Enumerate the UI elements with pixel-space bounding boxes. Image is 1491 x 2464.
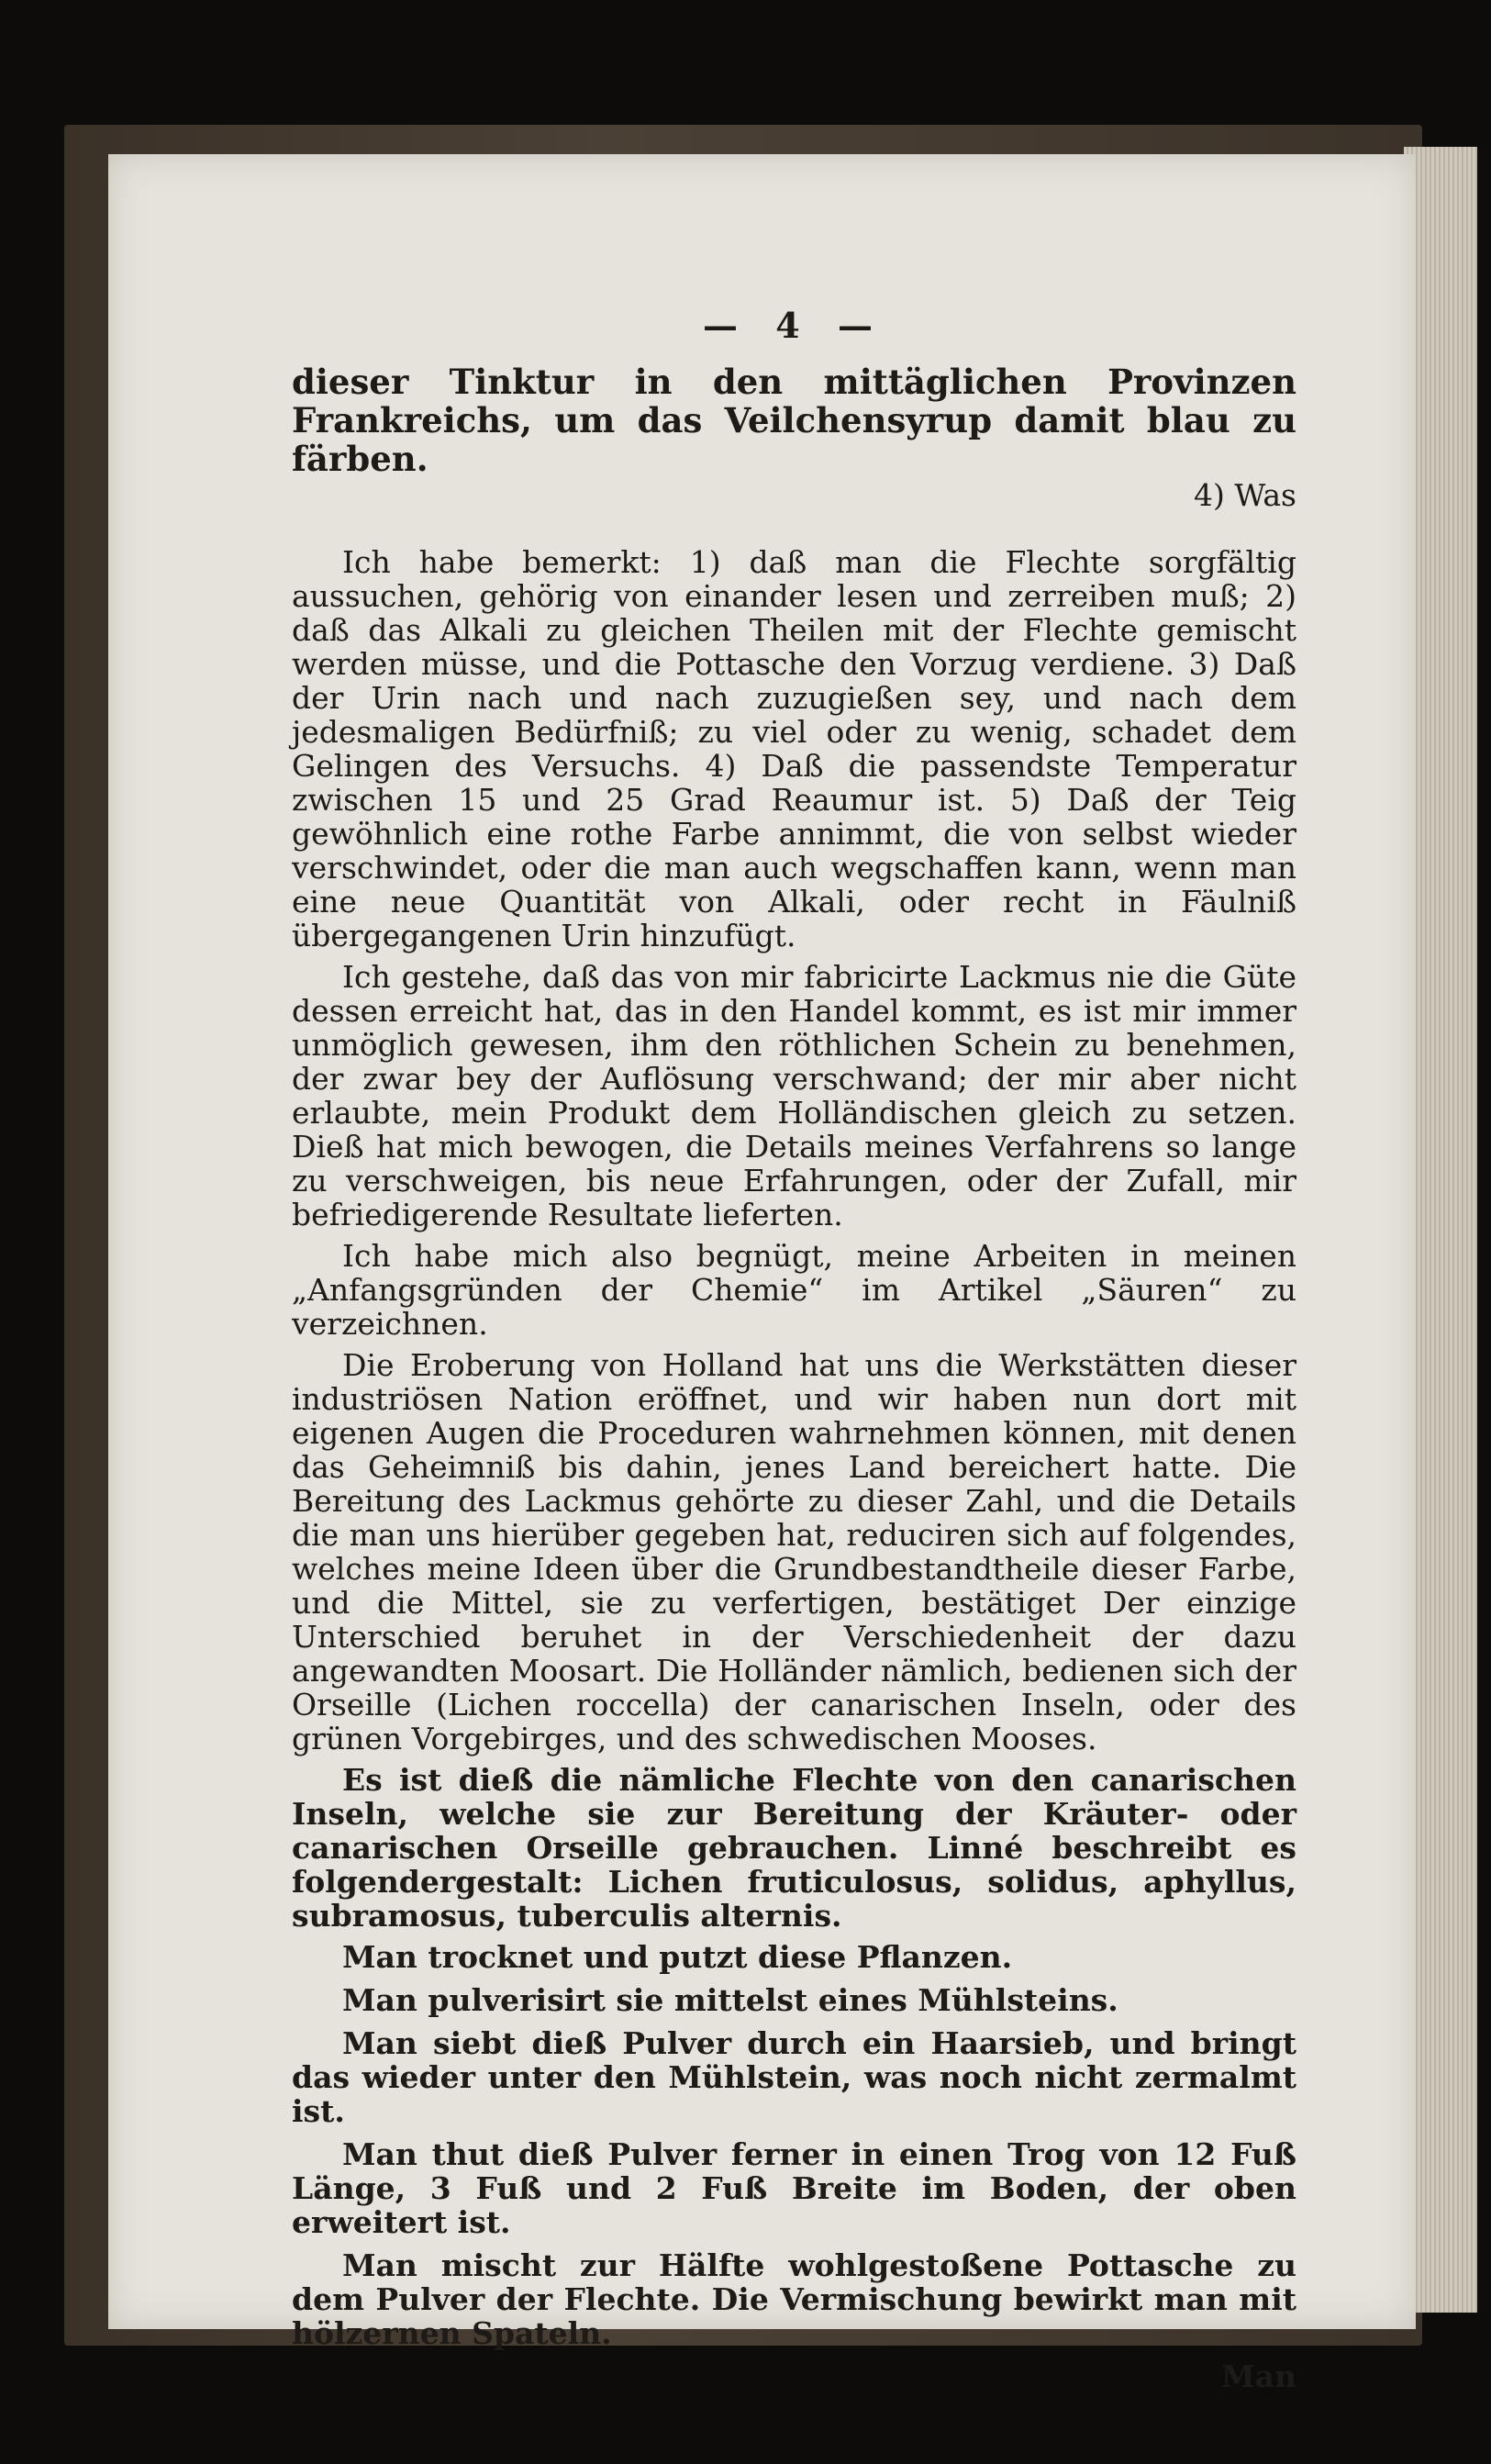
- paragraph: Die Eroberung von Holland hat uns die Werkstätten dieser industriösen Nation eröffnet, und wir haben nun dort mit eigenen Augen die Proceduren wahrnehmen können, mit denen das Geheimniß bis dahin, jenes Land bereichert hatte. Die Bereitung des Lackmus gehörte zu dieser Zahl, und die Details die man uns hierüber gegeben hat, reduciren sich auf folgendes, welches meine Ideen über die Grundbestandtheile dieser Farbe, und die Mittel, sie zu verfertigen, bestätiget Der einzige Unterschied beruhet in der Verschiedenheit der dazu angewandten Moosart. Die Holländer nämlich, bedienen sich der Orseille (Lichen roccella) der canarischen Inseln, oder des grünen Vorgebirges, und des schwedischen Mooses.: [292, 1347, 1296, 1756]
- catchword-bottom: Man: [1221, 2358, 1296, 2394]
- paragraph: Es ist dieß die nämliche Flechte von den canarischen Inseln, welche sie zur Bereitung der Kräuter- oder canarischen Orseille gebrauchen. Linné beschreibt es folgendergestalt: Lichen fruticulosus, solidus, aphyllus, subramosus, tuberculis alternis.: [292, 1762, 1296, 1934]
- lead-sentence: dieser Tinktur in den mittäglichen Provinzen Frankreichs, um das Veilchensyrup damit blau zu färben.: [292, 362, 1296, 479]
- paragraph: Ich habe mich also begnügt, meine Arbeiten in meinen „Anfangsgründen der Chemie“ im Artikel „Säuren“ zu verzeichnen.: [292, 1238, 1296, 1342]
- step-line: Man thut dieß Pulver ferner in einen Trog von 12 Fuß Länge, 3 Fuß und 2 Fuß Breite im Boden, der oben erweitert ist.: [292, 2136, 1296, 2240]
- paragraph: Ich habe bemerkt: 1) daß man die Flechte sorgfältig aussuchen, gehörig von einander lesen und zerreiben muß; 2) daß das Alkali zu gleichen Theilen mit der Flechte gemischt werden müsse, und die Pottasche den Vorzug verdiene. 3) Daß der Urin nach und nach zuzugießen sey, und nach dem jedesmaligen Bedürfniß; zu viel oder zu wenig, schadet dem Gelingen des Versuchs. 4) Daß die passendste Temperatur zwischen 15 und 25 Grad Reaumur ist. 5) Daß der Teig gewöhnlich eine rothe Farbe annimmt, die von selbst wieder verschwindet, oder die man auch wegschaffen kann, wenn man eine neue Quantität von Alkali, oder recht in Fäulniß übergegangenen Urin hinzufügt.: [292, 544, 1296, 953]
- step-line: Man trocknet und putzt diese Pflanzen.: [342, 1939, 1013, 1975]
- page-number: — 4 —: [703, 305, 885, 346]
- step-line: Man pulverisirt sie mittelst eines Mühlsteins.: [342, 1982, 1118, 2018]
- step-line: Man mischt zur Hälfte wohlgestoßene Pottasche zu dem Pulver der Flechte. Die Vermischung bewirkt man mit hölzernen Spateln.: [292, 2247, 1296, 2351]
- page-text: [292, 305, 1296, 2394]
- step-line: Man siebt dieß Pulver durch ein Haarsieb, und bringt das wieder unter den Mühlstein, was noch nicht zermalmt ist.: [292, 2025, 1296, 2129]
- paragraph: Ich gestehe, daß das von mir fabricirte Lackmus nie die Güte dessen erreicht hat, das in den Handel kommt, es ist mir immer unmöglich gewesen, ihm den röthlichen Schein zu benehmen, der zwar bey der Auflösung verschwand; der mir aber nicht erlaubte, mein Produkt dem Holländischen gleich zu setzen. Dieß hat mich bewogen, die Details meines Verfahrens so lange zu verschweigen, bis neue Erfahrungen, oder der Zufall, mir befriedigerende Resultate lieferten.: [292, 959, 1296, 1232]
- catchword-top: 4) Was: [1193, 477, 1296, 513]
